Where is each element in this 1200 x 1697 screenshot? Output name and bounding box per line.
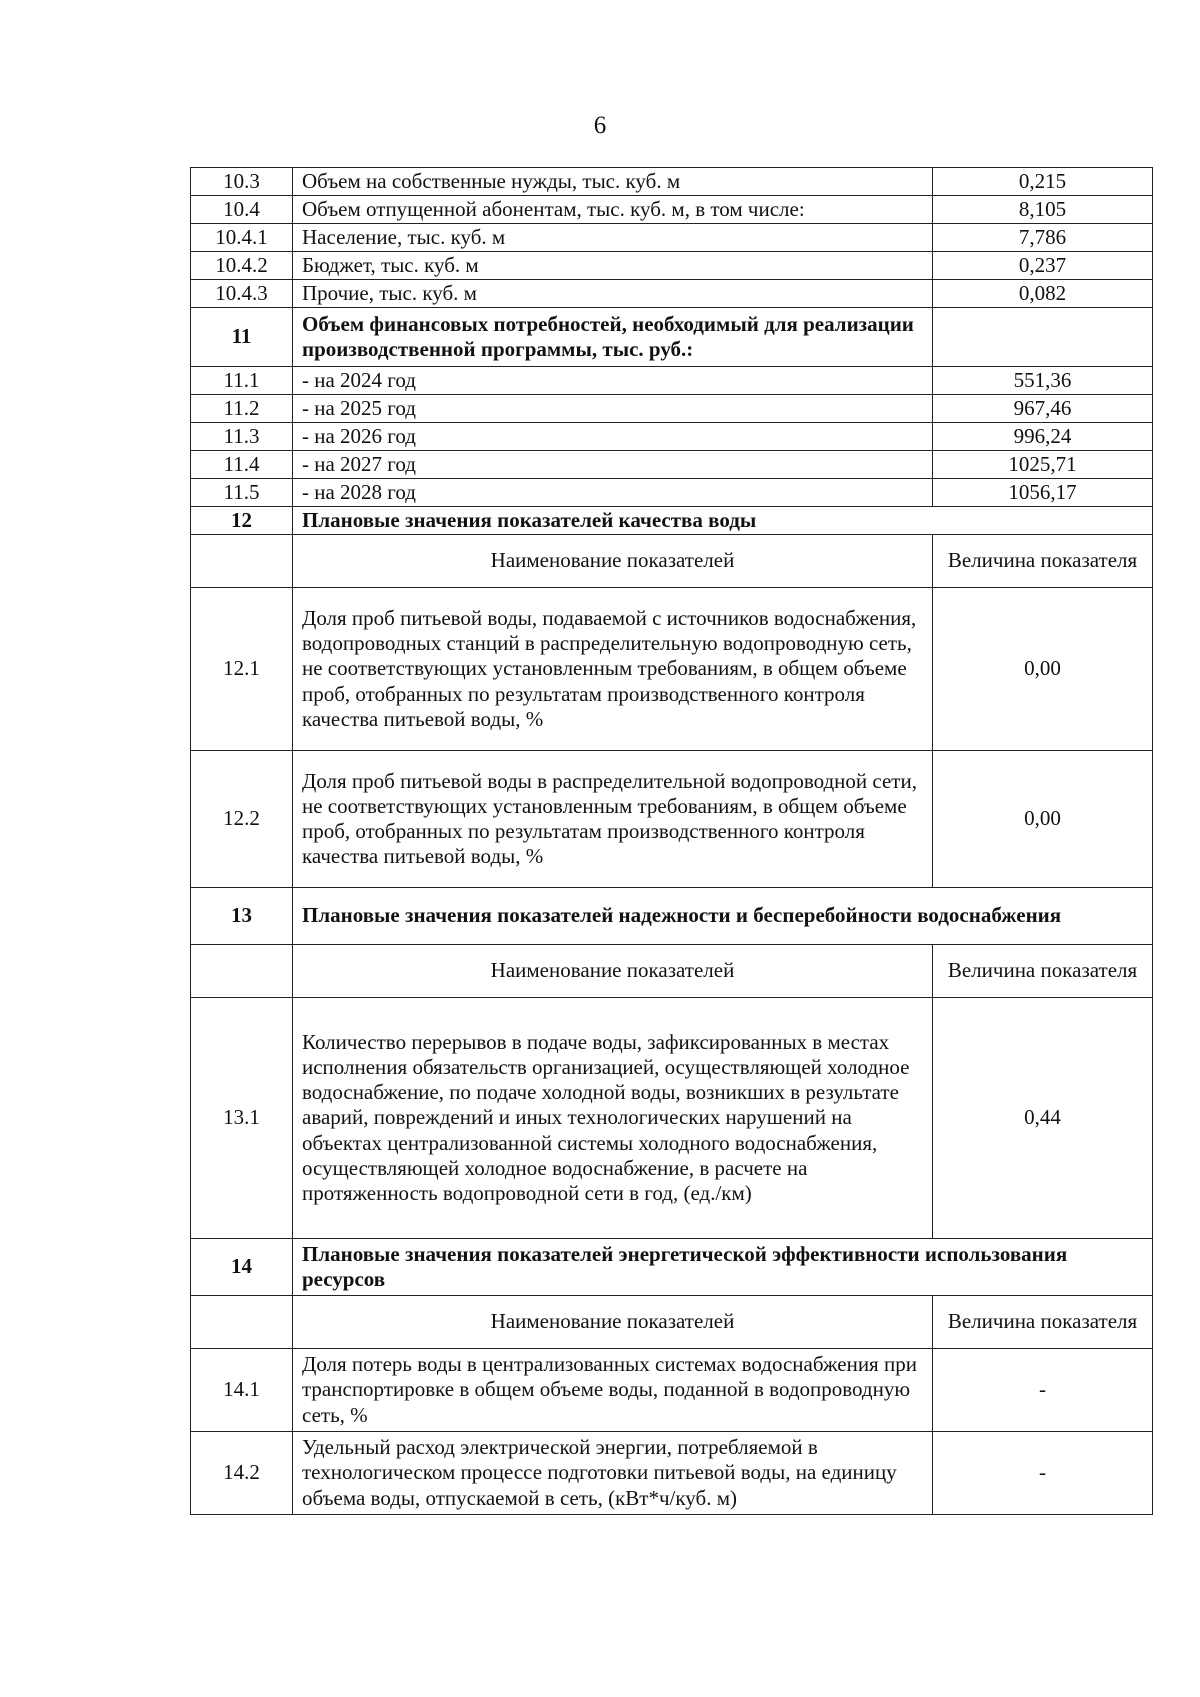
row-number: 10.4.3 xyxy=(191,280,293,308)
indicator-name-header: Наименование показателей xyxy=(293,535,933,588)
row-value: 996,24 xyxy=(933,423,1153,451)
indicator-value-header: Величина показателя xyxy=(933,1296,1153,1349)
section-title: Объем финансовых потребностей, необходимый для реализации производственной программы, тыс. руб.: xyxy=(293,308,933,367)
row-text: Население, тыс. куб. м xyxy=(293,224,933,252)
row-text: - на 2028 год xyxy=(293,479,933,507)
row-value: - xyxy=(933,1349,1153,1432)
section-number: 14 xyxy=(191,1239,293,1296)
row-text: Объем на собственные нужды, тыс. куб. м xyxy=(293,168,933,196)
indicator-value-header: Величина показателя xyxy=(933,535,1153,588)
page-number: 6 xyxy=(593,112,607,139)
row-value: 1056,17 xyxy=(933,479,1153,507)
indicator-name-header: Наименование показателей xyxy=(293,1296,933,1349)
row-text: Бюджет, тыс. куб. м xyxy=(293,252,933,280)
row-number: 10.4.2 xyxy=(191,252,293,280)
row-text: Доля проб питьевой воды в распределительной водопроводной сети, не соответствующих установленным требованиям, в общем объеме проб, отобранных по результатам производственного контроля качества питьевой воды, % xyxy=(293,751,933,888)
row-value: 551,36 xyxy=(933,367,1153,395)
table-row xyxy=(191,998,1153,1239)
row-number: 10.3 xyxy=(191,168,293,196)
row-text: Доля потерь воды в централизованных системах водоснабжения при транспортировке в общем объеме воды, поданной в водопроводную сеть, % xyxy=(293,1349,933,1432)
row-text: Удельный расход электрической энергии, потребляемой в технологическом процессе подготовки питьевой воды, на единицу объема воды, отпускаемой в сеть, (кВт*ч/куб. м) xyxy=(293,1432,933,1515)
row-value: 0,00 xyxy=(933,751,1153,888)
indicator-name-header: Наименование показателей xyxy=(293,945,933,998)
row-number: 13.1 xyxy=(191,998,293,1239)
row-text: - на 2024 год xyxy=(293,367,933,395)
row-value: 0,00 xyxy=(933,588,1153,751)
row-text: - на 2026 год xyxy=(293,423,933,451)
row-text: - на 2027 год xyxy=(293,451,933,479)
table-row xyxy=(191,423,1153,451)
row-number: 14.1 xyxy=(191,1349,293,1432)
column-header-row xyxy=(191,1296,1153,1349)
row-number: 11.4 xyxy=(191,451,293,479)
row-text: Объем отпущенной абонентам, тыс. куб. м, в том числе: xyxy=(293,196,933,224)
table-row xyxy=(191,588,1153,751)
table-row xyxy=(191,479,1153,507)
row-number: 11.2 xyxy=(191,395,293,423)
table-row xyxy=(191,168,1153,196)
empty-cell xyxy=(191,535,293,588)
row-value: 8,105 xyxy=(933,196,1153,224)
section-number: 12 xyxy=(191,507,293,535)
row-number: 10.4 xyxy=(191,196,293,224)
table-row xyxy=(191,1349,1153,1432)
table-row xyxy=(191,367,1153,395)
table-row xyxy=(191,252,1153,280)
empty-cell xyxy=(191,1296,293,1349)
row-text: - на 2025 год xyxy=(293,395,933,423)
section-title: Плановые значения показателей качества воды xyxy=(293,507,1153,535)
section-header-11 xyxy=(191,308,1153,367)
row-text: Количество перерывов в подаче воды, зафиксированных в местах исполнения обязательств организацией, осуществляющей холодное водоснабжение, по подаче холодной воды, возникших в результате аварий, повреждений и иных технологических нарушений на объектах централизованной системы холодного водоснабжения, осуществляющей холодное водоснабжение, в расчете на протяженность водопроводной сети в год, (ед./км) xyxy=(293,998,933,1239)
row-number: 11.1 xyxy=(191,367,293,395)
table-row xyxy=(191,395,1153,423)
table-row xyxy=(191,1432,1153,1515)
row-number: 12.2 xyxy=(191,751,293,888)
section-title: Плановые значения показателей энергетической эффективности использования ресурсов xyxy=(293,1239,1153,1296)
table-row xyxy=(191,451,1153,479)
row-number: 10.4.1 xyxy=(191,224,293,252)
row-number: 11.5 xyxy=(191,479,293,507)
row-value: - xyxy=(933,1432,1153,1515)
row-number: 14.2 xyxy=(191,1432,293,1515)
empty-cell xyxy=(191,945,293,998)
section-header-14 xyxy=(191,1239,1153,1296)
indicator-value-header: Величина показателя xyxy=(933,945,1153,998)
row-text: Доля проб питьевой воды, подаваемой с источников водоснабжения, водопроводных станций в распределительную водопроводную сеть, не соответствующих установленным требованиям, в общем объеме проб, отобранных по результатам производственного контроля качества питьевой воды, % xyxy=(293,588,933,751)
row-value: 967,46 xyxy=(933,395,1153,423)
row-value: 0,237 xyxy=(933,252,1153,280)
column-header-row xyxy=(191,945,1153,998)
section-header-12 xyxy=(191,507,1153,535)
section-number: 11 xyxy=(191,308,293,367)
row-number: 12.1 xyxy=(191,588,293,751)
column-header-row xyxy=(191,535,1153,588)
table-row xyxy=(191,751,1153,888)
row-value: 0,44 xyxy=(933,998,1153,1239)
table-row xyxy=(191,280,1153,308)
section-title: Плановые значения показателей надежности и бесперебойности водоснабжения xyxy=(293,888,1153,945)
empty-cell xyxy=(933,308,1153,367)
table-row xyxy=(191,224,1153,252)
indicators-table xyxy=(190,167,1153,1515)
section-number: 13 xyxy=(191,888,293,945)
row-text: Прочие, тыс. куб. м xyxy=(293,280,933,308)
row-value: 1025,71 xyxy=(933,451,1153,479)
section-header-13 xyxy=(191,888,1153,945)
row-number: 11.3 xyxy=(191,423,293,451)
row-value: 7,786 xyxy=(933,224,1153,252)
row-value: 0,215 xyxy=(933,168,1153,196)
table-row xyxy=(191,196,1153,224)
row-value: 0,082 xyxy=(933,280,1153,308)
